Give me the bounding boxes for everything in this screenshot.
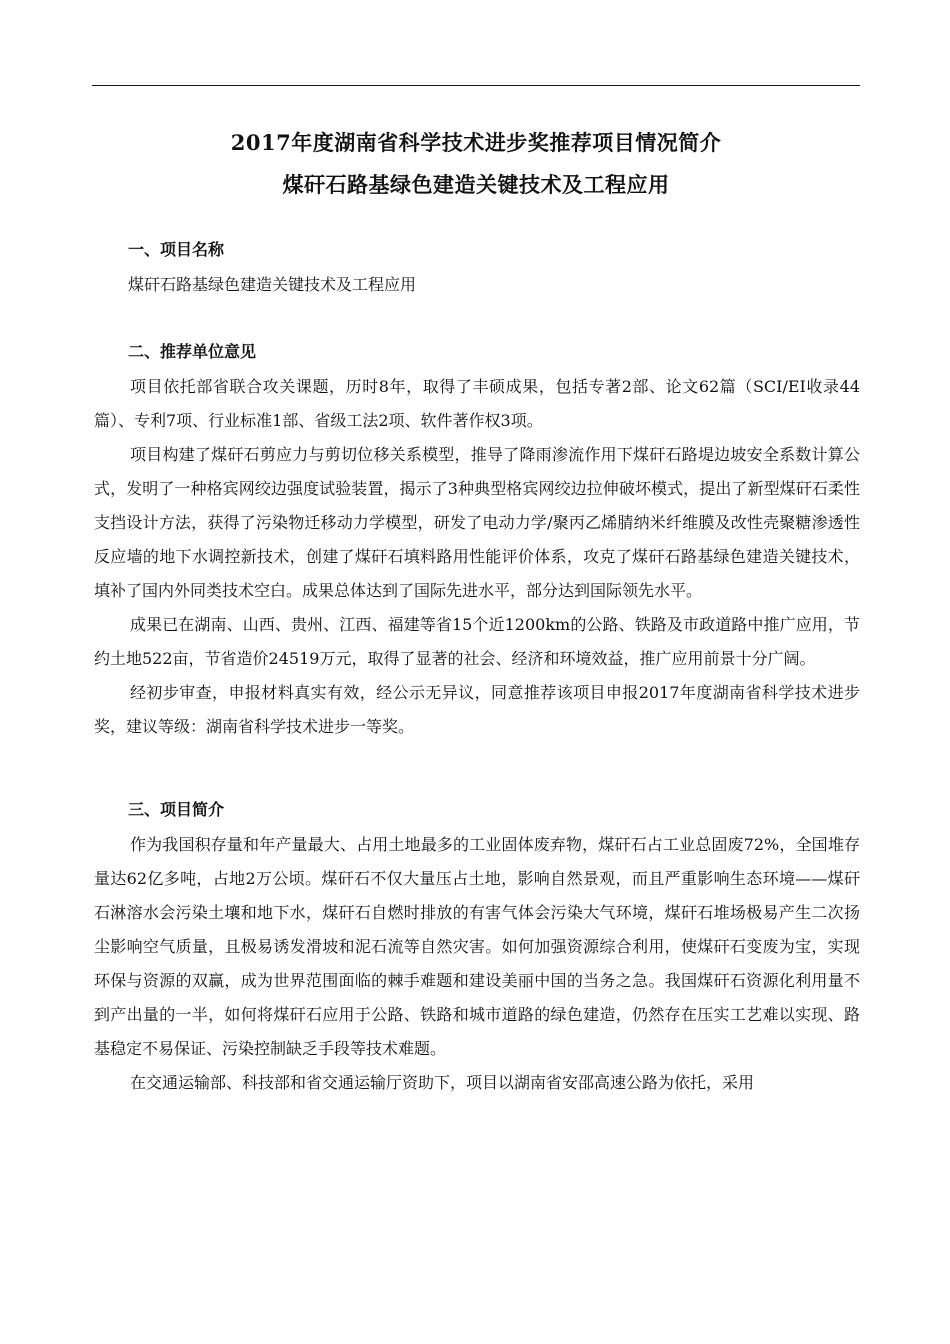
section-spacer [92,744,860,792]
recommendation-paragraph: 经初步审查，申报材料真实有效，经公示无异议，同意推荐该项目申报2017年度湖南省科学技术进步奖，建议等级：湖南省科学技术进步一等奖。 [94,683,860,736]
introduction-paragraph: 作为我国积存量和年产量最大、占用土地最多的工业固体废弃物，煤矸石占工业总固废72%，全国堆存量达62亿多吨，占地2万公顷。煤矸石不仅大量压占土地，影响自然景观，而且严重影响生态环境——煤矸石淋溶水会污染土壤和地下水，煤矸石自燃时排放的有害气体会污染大气环境，煤矸石堆场极易产生二次扬尘影响空气质量，且极易诱发滑坡和泥石流等自然灾害。如何加强资源综合利用，使煤矸石变废为宝，实现环保与资源的双赢，成为世界范围面临的棘手难题和建设美丽中国的当务之急。我国煤矸石资源化利用量不到产出量的一半，如何将煤矸石应用于公路、铁路和城市道路的绿色建造，仍然存在压实工艺难以实现、路基稳定不易保证、污染控制缺乏手段等技术难题。 [94,835,860,1058]
section-spacer [92,302,860,334]
section-heading-introduction: 三、项目简介 [128,800,225,819]
header-rule [92,85,860,86]
recommendation-paragraph: 成果已在湖南、山西、贵州、江西、福建等省15个近1200km的公路、铁路及市政道路中推广应用，节约土地522亩，节省造价24519万元，取得了显著的社会、经济和环境效益，推广应用前景十分广阔。 [94,615,860,668]
document-title: 2017年度湖南省科学技术进步奖推荐项目情况简介 [230,130,722,155]
project-name-text: 煤矸石路基绿色建造关键技术及工程应用 [128,275,417,294]
introduction-paragraph: 在交通运输部、科技部和省交通运输厅资助下，项目以湖南省安邵高速公路为依托，采用 [130,1073,755,1092]
section-heading-recommendation: 二、推荐单位意见 [128,342,257,361]
recommendation-paragraph: 项目依托部省联合攻关课题，历时8年，取得了丰硕成果，包括专著2部、论文62篇（SCI/EI收录44篇）、专利7项、行业标准1部、省级工法2项、软件著作权3项。 [94,377,860,430]
document-body [92,232,860,1100]
recommendation-paragraph: 项目构建了煤矸石剪应力与剪切位移关系模型，推导了降雨渗流作用下煤矸石路堤边坡安全系数计算公式，发明了一种格宾网绞边强度试验装置，揭示了3种典型格宾网绞边拉伸破坏模式，提出了新型煤矸石柔性支挡设计方法，获得了污染物迁移动力学模型，研发了电动力学/聚丙乙烯腈纳米纤维膜及改性壳聚糖渗透性反应墙的地下水调控新技术，创建了煤矸石填料路用性能评价体系，攻克了煤矸石路基绿色建造关键技术，填补了国内外同类技术空白。成果总体达到了国际先进水平，部分达到国际领先水平。 [94,445,860,600]
document-subtitle: 煤矸石路基绿色建造关键技术及工程应用 [282,172,670,197]
section-heading-project-name: 一、项目名称 [128,240,225,259]
